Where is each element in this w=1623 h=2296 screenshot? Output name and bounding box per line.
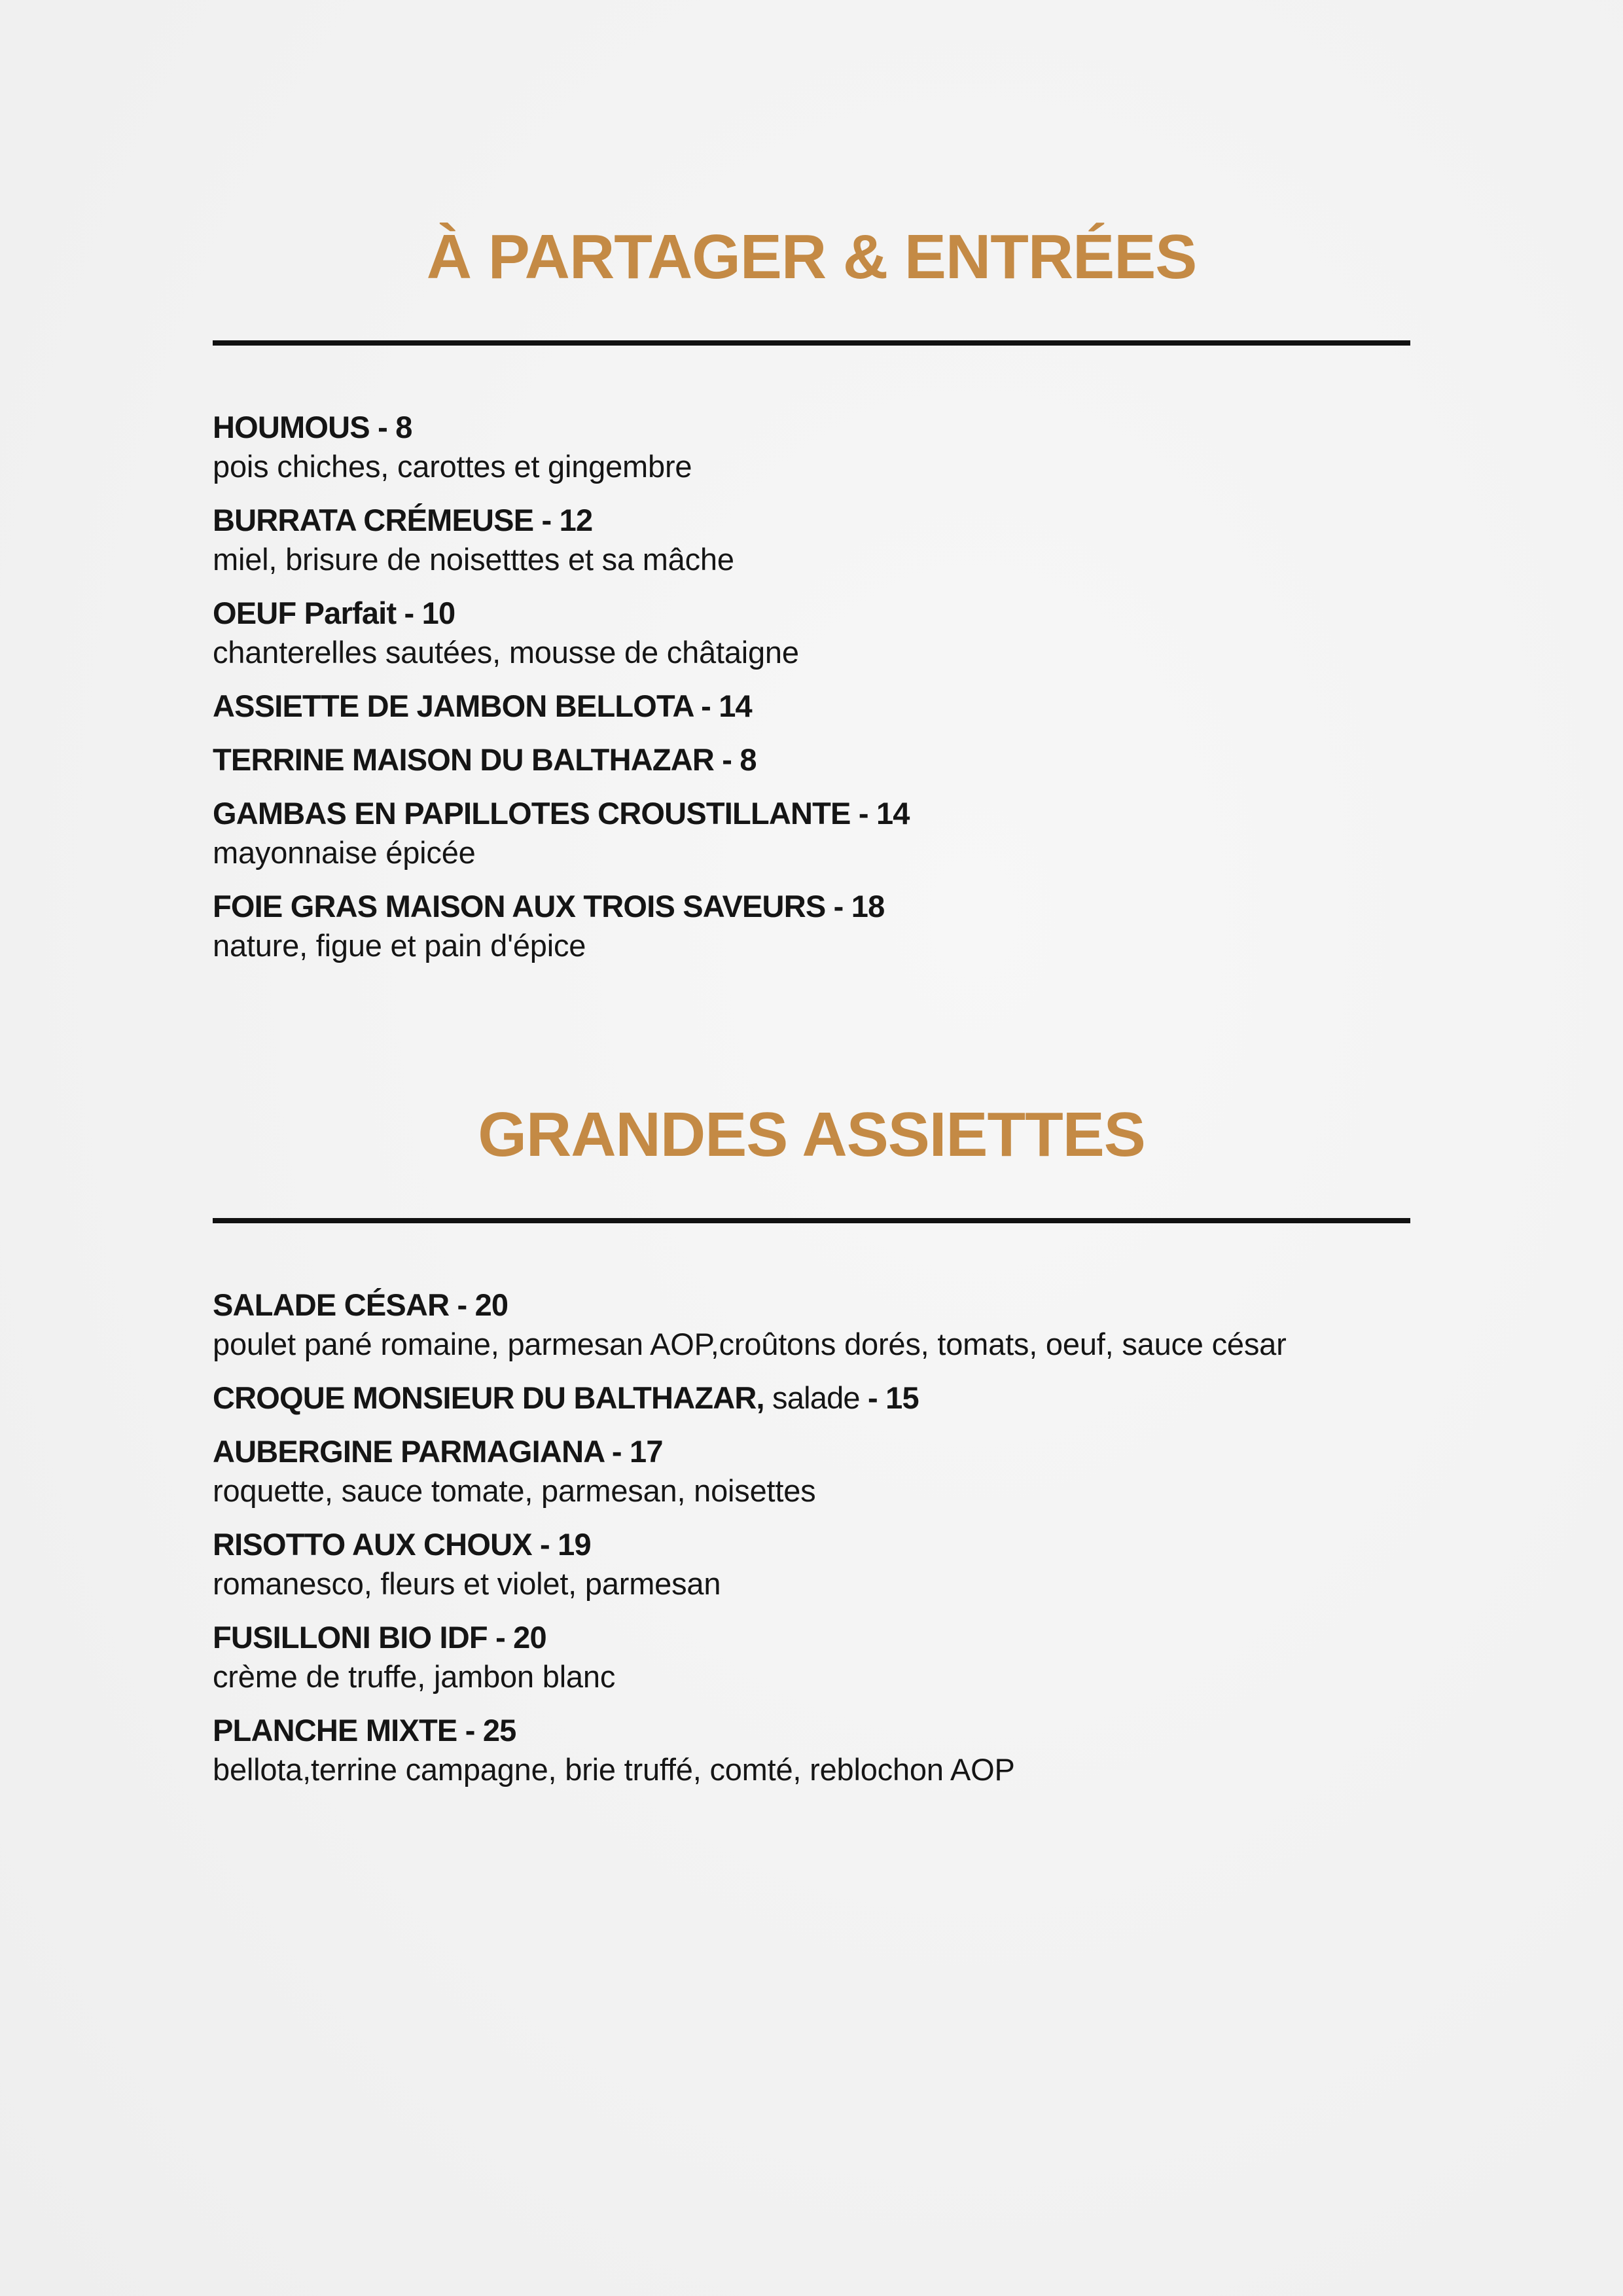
menu-item — [213, 408, 1410, 486]
item-name: BURRATA CRÉMEUSE - 12 — [213, 503, 593, 537]
menu-item — [213, 1285, 1410, 1364]
item-description: pois chiches, carottes et gingembre — [213, 449, 692, 484]
menu-item — [213, 740, 1410, 780]
item-name — [213, 1378, 1410, 1418]
item-name-side: salade — [764, 1380, 860, 1415]
menu-item — [213, 687, 1410, 726]
item-description: crème de truffe, jambon blanc — [213, 1659, 616, 1694]
item-name: ASSIETTE DE JAMBON BELLOTA - 14 — [213, 689, 752, 723]
item-price: - 15 — [859, 1380, 919, 1415]
item-description: mayonnaise épicée — [213, 835, 476, 870]
item-name: SALADE CÉSAR - 20 — [213, 1287, 508, 1322]
section-mains — [213, 1099, 1410, 1804]
menu-item — [213, 501, 1410, 579]
menu-item — [213, 794, 1410, 872]
menu-item — [213, 1618, 1410, 1696]
item-name: AUBERGINE PARMAGIANA - 17 — [213, 1434, 663, 1469]
section-title: GRANDES ASSIETTES — [478, 1100, 1145, 1170]
menu-item — [213, 594, 1410, 672]
item-description: poulet pané romaine, parmesan AOP,croûtons dorés, tomats, oeuf, sauce césar — [213, 1327, 1287, 1361]
item-name: OEUF Parfait - 10 — [213, 596, 455, 630]
item-name: RISOTTO AUX CHOUX - 19 — [213, 1527, 591, 1562]
item-description: miel, brisure de noisetttes et sa mâche — [213, 542, 734, 577]
item-name: FOIE GRAS MAISON AUX TROIS SAVEURS - 18 — [213, 889, 885, 924]
item-name: TERRINE MAISON DU BALTHAZAR - 8 — [213, 742, 757, 777]
menu-item — [213, 887, 1410, 965]
item-name: HOUMOUS - 8 — [213, 410, 412, 444]
menu-item — [213, 1525, 1410, 1604]
section-title: À PARTAGER & ENTRÉES — [426, 222, 1197, 292]
menu-item — [213, 1432, 1410, 1511]
item-description: bellota,terrine campagne, brie truffé, comté, reblochon AOP — [213, 1752, 1015, 1787]
item-description: nature, figue et pain d'épice — [213, 928, 586, 963]
item-name: PLANCHE MIXTE - 25 — [213, 1713, 516, 1748]
section-divider — [213, 1218, 1410, 1223]
item-name: GAMBAS EN PAPILLOTES CROUSTILLANTE - 14 — [213, 796, 910, 831]
section-starters — [213, 221, 1410, 980]
section-divider — [213, 340, 1410, 346]
item-description: roquette, sauce tomate, parmesan, noisettes — [213, 1473, 816, 1508]
menu-item — [213, 1378, 1410, 1418]
item-name-main: CROQUE MONSIEUR DU BALTHAZAR, — [213, 1380, 764, 1415]
menu-list — [213, 408, 1410, 965]
item-description: romanesco, fleurs et violet, parmesan — [213, 1566, 721, 1601]
item-name: FUSILLONI BIO IDF - 20 — [213, 1620, 546, 1655]
item-description: chanterelles sautées, mousse de châtaigne — [213, 635, 799, 670]
menu-list — [213, 1285, 1410, 1789]
menu-item — [213, 1711, 1410, 1789]
